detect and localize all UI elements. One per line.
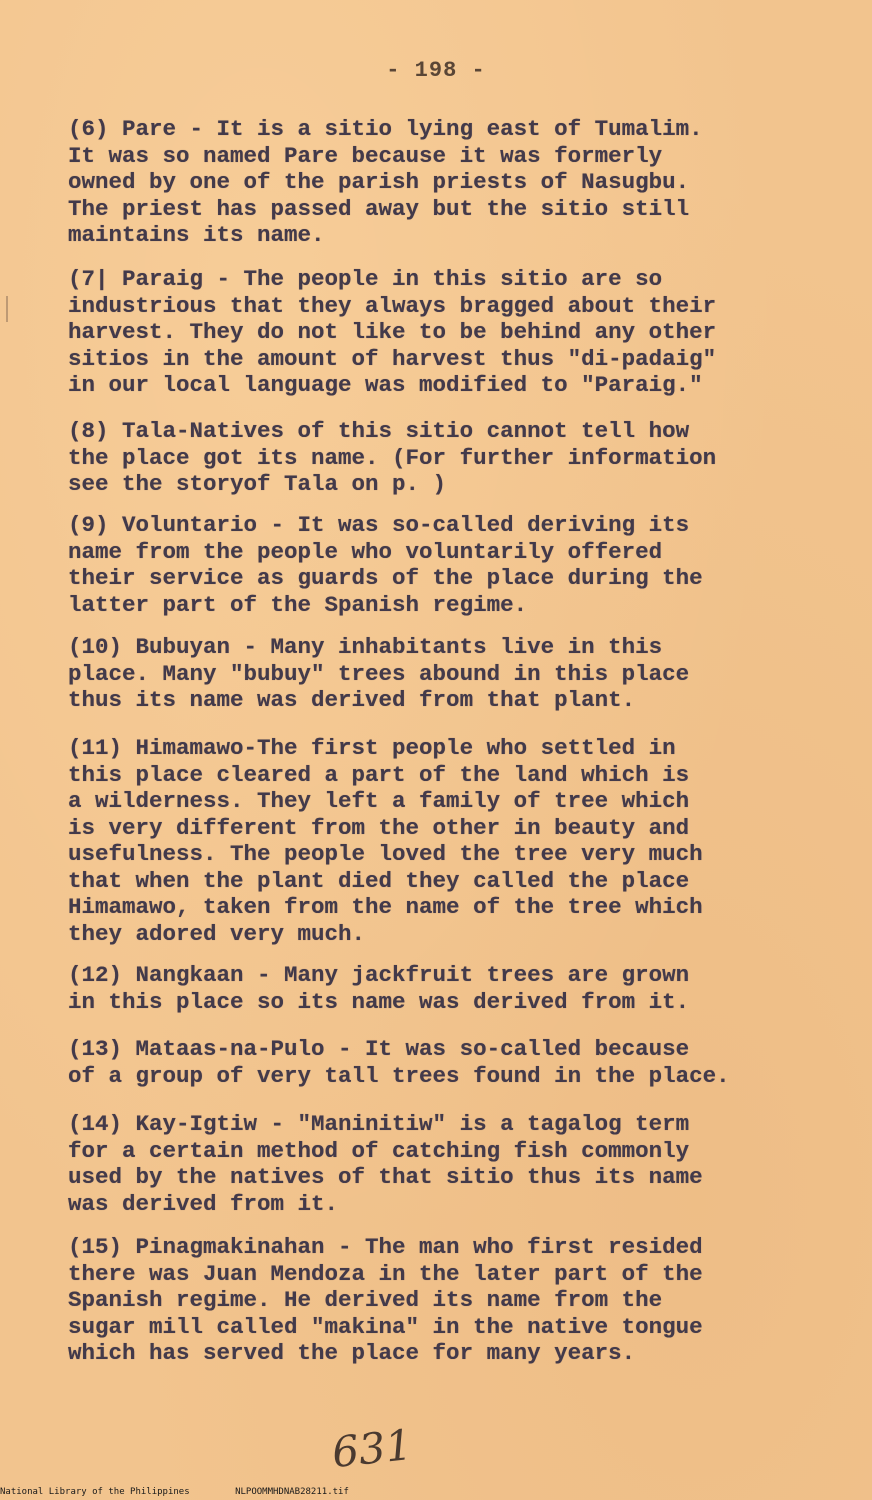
footer-library: National Library of the Philippines bbox=[0, 1487, 190, 1497]
entry-10: (10) Bubuyan - Many inhabitants live in this place. Many "bubuy" trees abound in this place thus its name was derived from that plant. bbox=[68, 634, 690, 713]
margin-mark bbox=[6, 296, 12, 322]
page-number: - 198 - bbox=[386, 58, 486, 83]
entry-7: (7| Paraig - The people in this sitio are so industrious that they always bragged about their harvest. They do not like to be behind any other sitios in the amount of harvest thus "di-padaig" in our local language was modified to "Paraig." bbox=[68, 266, 717, 398]
handwritten-page-number: 631 bbox=[329, 1419, 415, 1478]
entry-8: (8) Tala-Natives of this sitio cannot tell how the place got its name. (For further information see the storyof Tala on p. ) bbox=[68, 418, 717, 497]
footer bbox=[0, 1487, 389, 1497]
entry-14: (14) Kay-Igtiw - "Maninitiw" is a tagalog term for a certain method of catching fish commonly used by the natives of that sitio thus its name was derived from it. bbox=[68, 1111, 703, 1217]
entry-9: (9) Voluntario - It was so-called deriving its name from the people who voluntarily offered their service as guards of the place during the latter part of the Spanish regime. bbox=[68, 512, 703, 618]
entry-13: (13) Mataas-na-Pulo - It was so-called because of a group of very tall trees found in the place. bbox=[68, 1036, 730, 1089]
footer-file-id: NLPOOMMHDNAB28211.tif bbox=[235, 1487, 349, 1497]
entry-6: (6) Pare - It is a sitio lying east of Tumalim. It was so named Pare because it was formerly owned by one of the parish priests of Nasugbu. The priest has passed away but the sitio still maintains its name. bbox=[68, 116, 703, 248]
entry-12: (12) Nangkaan - Many jackfruit trees are grown in this place so its name was derived from it. bbox=[68, 962, 690, 1015]
entry-11: (11) Himamawo-The first people who settled in this place cleared a part of the land which is a wilderness. They left a family of tree which is very different from the other in beauty and usefulness. The people loved the tree very much that when the plant died they called the place Himamawo, taken from the name of the tree which they adored very much. bbox=[68, 735, 703, 947]
entry-15: (15) Pinagmakinahan - The man who first resided there was Juan Mendoza in the later part of the Spanish regime. He derived its name from the sugar mill called "makina" in the native tongue which has served the place for many years. bbox=[68, 1234, 703, 1366]
